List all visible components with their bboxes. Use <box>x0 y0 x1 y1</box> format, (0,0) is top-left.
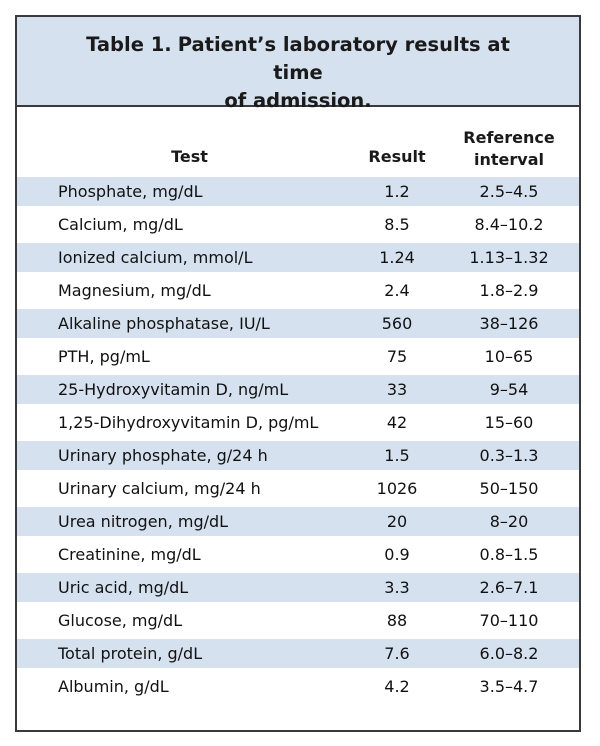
cell-reference: 2.5–4.5 <box>479 182 539 201</box>
cell-result: 8.5 <box>384 215 410 234</box>
cell-test: Urinary calcium, mg/24 h <box>58 479 261 498</box>
cell-test: Magnesium, mg/dL <box>58 281 211 300</box>
cell-reference: 6.0–8.2 <box>479 644 539 663</box>
cell-reference: 50–150 <box>479 479 539 498</box>
table-body <box>17 177 579 705</box>
table-row <box>17 276 579 305</box>
table-row <box>17 540 579 569</box>
column-header-reference-line1: Reference <box>463 128 555 147</box>
cell-test: Phosphate, mg/dL <box>58 182 203 201</box>
cell-reference: 0.8–1.5 <box>479 545 539 564</box>
cell-test: Glucose, mg/dL <box>58 611 183 630</box>
table-label: Table 1. <box>86 33 172 56</box>
table-row <box>17 309 579 338</box>
table-row <box>17 639 579 668</box>
cell-test: 25-Hydroxyvitamin D, ng/mL <box>58 380 289 399</box>
cell-result: 20 <box>386 512 408 531</box>
cell-test: Urinary phosphate, g/24 h <box>58 446 268 465</box>
cell-reference: 1.13–1.32 <box>469 248 549 267</box>
cell-result: 75 <box>386 347 408 366</box>
cell-test: Ionized calcium, mmol/L <box>58 248 253 267</box>
table-title-line1: Patient’s laboratory results at time <box>177 33 510 84</box>
cell-result: 0.9 <box>384 545 410 564</box>
table-title <box>63 31 533 115</box>
cell-result: 4.2 <box>384 677 410 696</box>
cell-result: 42 <box>386 413 408 432</box>
cell-test: Uric acid, mg/dL <box>58 578 189 597</box>
column-header-test: Test <box>171 147 208 166</box>
cell-result: 1.24 <box>379 248 415 267</box>
table-row <box>17 606 579 635</box>
cell-reference: 9–54 <box>489 380 529 399</box>
table-row <box>17 441 579 470</box>
table-row <box>17 474 579 503</box>
cell-reference: 3.5–4.7 <box>479 677 539 696</box>
column-header-result: Result <box>368 147 426 166</box>
cell-test: Alkaline phosphatase, IU/L <box>58 314 270 333</box>
cell-reference: 70–110 <box>479 611 539 630</box>
cell-reference: 0.3–1.3 <box>479 446 539 465</box>
cell-test: Calcium, mg/dL <box>58 215 183 234</box>
cell-reference: 8–20 <box>489 512 529 531</box>
cell-test: PTH, pg/mL <box>58 347 150 366</box>
cell-result: 2.4 <box>384 281 410 300</box>
cell-result: 560 <box>381 314 413 333</box>
cell-test: Urea nitrogen, mg/dL <box>58 512 229 531</box>
cell-test: 1,25-Dihydroxyvitamin D, pg/mL <box>58 413 319 432</box>
column-header-reference-line2: interval <box>474 150 544 169</box>
cell-result: 1.2 <box>384 182 410 201</box>
cell-result: 1.5 <box>384 446 410 465</box>
table-row <box>17 210 579 239</box>
column-header-reference <box>449 127 569 171</box>
table-header <box>17 121 579 173</box>
table-row <box>17 177 579 206</box>
table-title-line2: of admission. <box>224 89 372 112</box>
table-row <box>17 672 579 701</box>
cell-reference: 38–126 <box>479 314 539 333</box>
cell-result: 88 <box>386 611 408 630</box>
cell-reference: 8.4–10.2 <box>474 215 544 234</box>
table-row <box>17 573 579 602</box>
cell-reference: 1.8–2.9 <box>479 281 539 300</box>
cell-result: 3.3 <box>384 578 410 597</box>
table-row <box>17 342 579 371</box>
cell-reference: 15–60 <box>484 413 534 432</box>
table-row <box>17 375 579 404</box>
table-row <box>17 408 579 437</box>
cell-result: 7.6 <box>384 644 410 663</box>
cell-reference: 10–65 <box>484 347 534 366</box>
lab-results-table <box>15 15 581 732</box>
table-row <box>17 507 579 536</box>
table-title-box <box>17 17 579 112</box>
cell-result: 1026 <box>376 479 418 498</box>
cell-result: 33 <box>386 380 408 399</box>
table-row <box>17 243 579 272</box>
cell-test: Albumin, g/dL <box>58 677 169 696</box>
cell-test: Total protein, g/dL <box>58 644 203 663</box>
cell-reference: 2.6–7.1 <box>479 578 539 597</box>
cell-test: Creatinine, mg/dL <box>58 545 201 564</box>
